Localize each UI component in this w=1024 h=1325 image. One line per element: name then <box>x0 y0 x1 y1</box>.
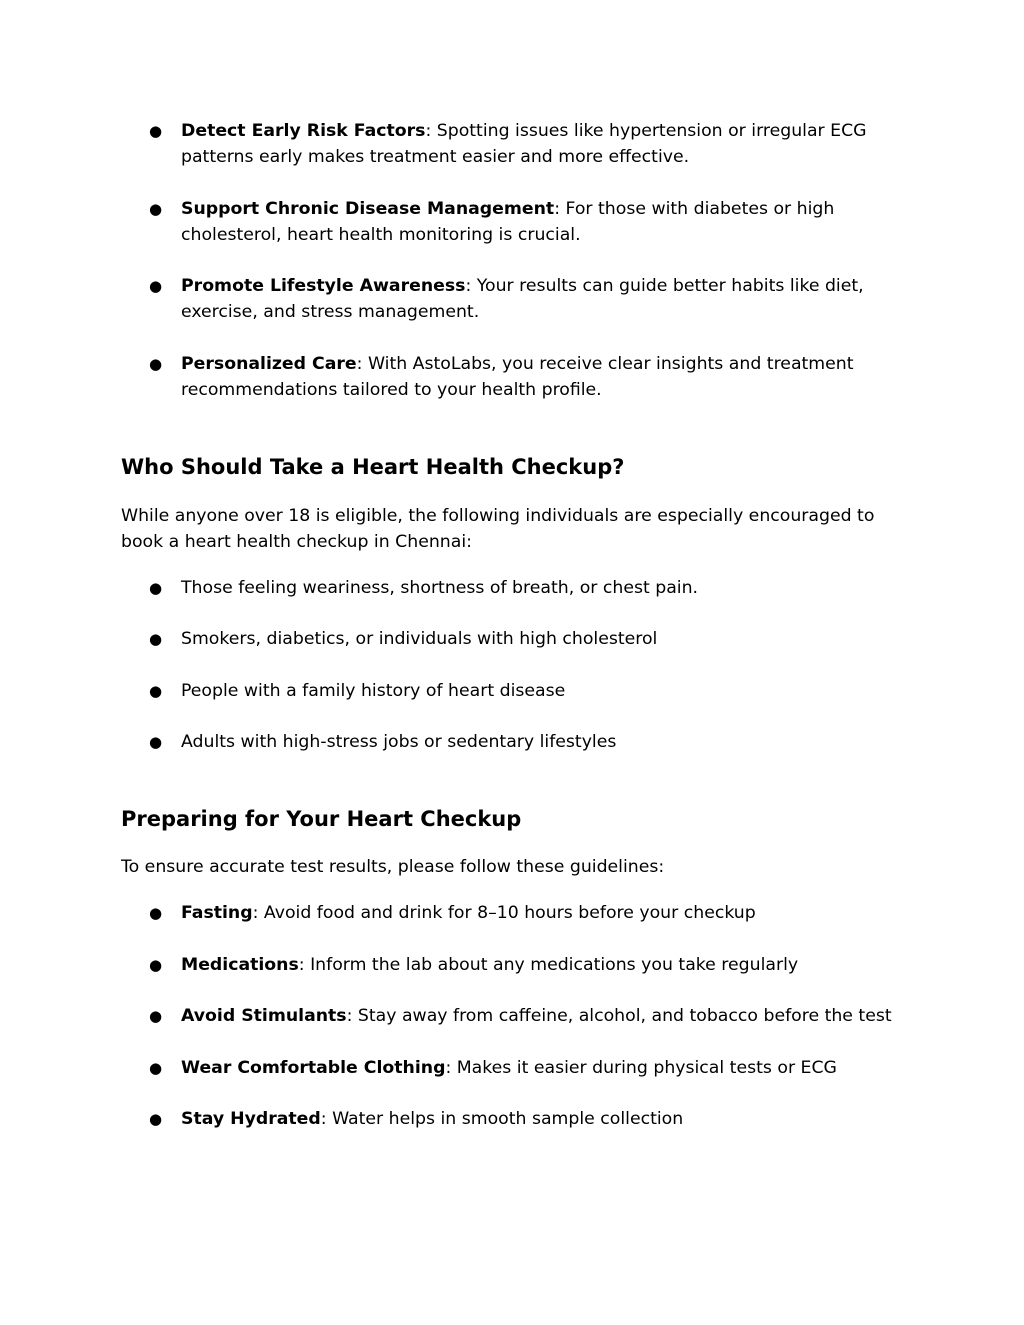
prep-list <box>121 900 911 1132</box>
bullet-icon: ● <box>149 955 163 974</box>
list-item <box>121 118 911 170</box>
item-text: : For those with diabetes or high cholesterol, heart health monitoring is crucial. <box>181 198 835 245</box>
item-term: Promote Lifestyle Awareness <box>181 276 466 296</box>
list-item <box>121 1106 911 1132</box>
item-text: : Stay away from caffeine, alcohol, and tobacco before the test <box>346 1006 892 1026</box>
bullet-icon: ● <box>149 733 163 751</box>
item-text: : Inform the lab about any medications you take regularly <box>298 954 799 975</box>
bullet-icon: ● <box>149 277 163 295</box>
bullet-icon: ● <box>149 1058 163 1077</box>
bullet-icon: ● <box>149 1007 163 1025</box>
list-item <box>121 273 911 325</box>
item-term: Wear Comfortable Clothing <box>181 1057 446 1078</box>
bullet-icon: ● <box>149 199 163 218</box>
who-list <box>121 575 911 756</box>
list-item <box>121 952 911 978</box>
list-item <box>121 351 911 403</box>
item-text: : With AstoLabs, you receive clear insights and treatment recommendations tailored to your health profile. <box>181 353 854 400</box>
item-text: Smokers, diabetics, or individuals with high cholesterol <box>181 629 658 649</box>
bullet-icon: ● <box>149 578 163 597</box>
item-text: Those feeling weariness, shortness of breath, or chest pain. <box>181 577 699 598</box>
list-item <box>121 900 911 926</box>
item-term: Medications <box>181 954 299 975</box>
bullet-icon: ● <box>149 630 163 648</box>
item-text: : Water helps in smooth sample collection <box>320 1109 684 1129</box>
item-text: Adults with high-stress jobs or sedentary lifestyles <box>181 732 617 752</box>
bullet-icon: ● <box>149 681 163 700</box>
item-term: Avoid Stimulants <box>181 1006 347 1026</box>
item-text: : Makes it easier during physical tests or ECG <box>445 1057 837 1078</box>
item-text: : Your results can guide better habits like diet, exercise, and stress management. <box>181 276 864 322</box>
list-item <box>121 1055 911 1081</box>
item-term: Fasting <box>181 903 253 923</box>
section-heading-prep: Preparing for Your Heart Checkup <box>121 807 522 831</box>
list-item <box>121 575 911 601</box>
item-term: Personalized Care <box>181 353 357 374</box>
bullet-icon: ● <box>149 354 163 373</box>
list-item <box>121 626 911 652</box>
section-intro-prep: To ensure accurate test results, please follow these guidelines: <box>121 857 665 877</box>
item-text: : Avoid food and drink for 8–10 hours before your checkup <box>252 903 756 923</box>
list-item <box>121 196 911 248</box>
item-term: Stay Hydrated <box>181 1109 321 1129</box>
item-term: Detect Early Risk Factors <box>181 121 426 141</box>
item-term: Support Chronic Disease Management <box>181 198 555 219</box>
bullet-icon: ● <box>149 1110 163 1128</box>
bullet-icon: ● <box>149 122 163 140</box>
section-heading-who: Who Should Take a Heart Health Checkup? <box>121 454 625 479</box>
item-text: People with a family history of heart disease <box>181 680 566 701</box>
list-item <box>121 1003 911 1029</box>
list-item <box>121 678 911 704</box>
benefits-list <box>121 118 911 403</box>
document-page <box>121 118 911 1132</box>
list-item <box>121 729 911 755</box>
section-intro-who: While anyone over 18 is eligible, the following individuals are especially encouraged to book a heart health checkup in Chennai: <box>121 505 875 552</box>
item-text: : Spotting issues like hypertension or irregular ECG patterns early makes treatment easier and more effective. <box>181 121 867 167</box>
bullet-icon: ● <box>149 904 163 922</box>
